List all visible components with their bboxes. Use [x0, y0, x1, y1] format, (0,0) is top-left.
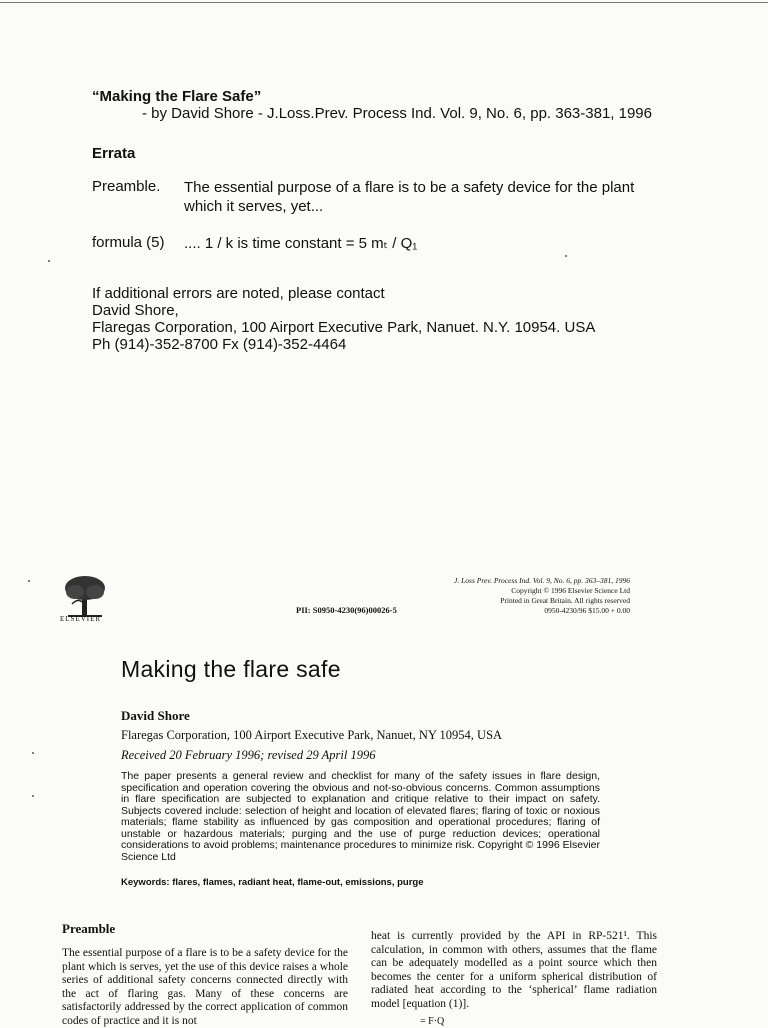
pii-code: PII: S0950-4230(96)00026-5	[296, 605, 397, 615]
price-line: 0950-4230/96 $15.00 + 0.00	[544, 606, 630, 615]
section-heading-preamble: Preamble	[62, 921, 116, 936]
body-column-left: The essential purpose of a flare is to be a safety device for the plant which is serves, yet the use of this device raises a whole series of additional safety concerns connected directly with the act of flaring gas. Many of these concerns are satisfactorily addressed by the correct application of common codes of practice and it is not	[62, 947, 348, 1027]
contact-line: David Shore,	[92, 302, 179, 319]
scan-speck	[28, 580, 30, 582]
errata-contact	[92, 285, 595, 353]
author-affiliation: Flaregas Corporation, 100 Airport Executive Park, Nanuet, NY 10954, USA	[121, 728, 503, 742]
contact-line: Flaregas Corporation, 100 Airport Executive Park, Nanuet. N.Y. 10954. USA	[92, 319, 596, 336]
body-column-right: heat is currently provided by the API in RP-521¹. This calculation, in common with others, assumes that the flame can be adequately modelled as a point source which then becomes the center for a uniform spherical distribution of radiated heat according to the ‘spherical’ flame radiation model [equation (1)].	[371, 930, 657, 1010]
contact-line: Ph (914)-352-8700 Fx (914)-352-4464	[92, 336, 347, 353]
scan-speck	[32, 752, 34, 754]
errata-byline: - by David Shore - J.Loss.Prev. Process Ind. Vol. 9, No. 6, pp. 363-381, 1996	[142, 105, 652, 122]
abstract: The paper presents a general review and checklist for many of the safety issues in flare design, specification and operation covering the obvious and not-so-obvious concerns. Common assumptions in flare specification are subjected to explanation and critique relative to their impact on safety. Subjects covered include: selection of height and location of elevated flares; flaring of toxic or noxious materials; flame stability as influenced by gas composition and operational procedures; flaring of unstable or hazardous materials; purging and the use of purge reduction devices; operational considerations to avoid problems; maintenance procedures to minimize risk. Copyright © 1996 Elsevier Science Ltd	[121, 770, 600, 863]
article-title: Making the flare safe	[121, 656, 341, 682]
errata-formula-text: .... 1 / k is time constant = 5 mₜ / Q₁	[184, 235, 418, 252]
errata-formula-label: formula (5)	[92, 234, 165, 251]
elsevier-wordmark: ELSEVIER	[60, 615, 102, 623]
received-dates: Received 20 February 1996; revised 29 April 1996	[121, 748, 376, 762]
copyright-line: Copyright © 1996 Elsevier Science Ltd	[511, 586, 630, 595]
contact-line: If additional errors are noted, please contact	[92, 285, 385, 302]
scan-speck	[565, 255, 567, 257]
errata-preamble-label: Preamble.	[92, 178, 161, 195]
equation-fragment: = F·Q	[420, 1016, 445, 1027]
scan-speck	[48, 260, 50, 262]
errata-preamble-text	[184, 178, 654, 216]
errata-preamble-line-1: The essential purpose of a flare is to be a safety device for the plant	[184, 179, 635, 196]
scan-speck	[32, 795, 34, 797]
rights-line: Printed in Great Britain. All rights reserved	[500, 596, 630, 605]
journal-citation: J. Loss Prev. Process Ind. Vol. 9, No. 6, pp. 363–381, 1996	[454, 576, 630, 585]
errata-heading: Errata	[92, 145, 136, 162]
errata-title: “Making the Flare Safe”	[92, 88, 262, 105]
author-name: David Shore	[121, 708, 190, 723]
scan-top-edge	[0, 2, 768, 3]
errata-preamble-line-2: which it serves, yet...	[184, 198, 324, 215]
journal-reference	[370, 576, 630, 616]
keywords: Keywords: flares, flames, radiant heat, flame-out, emissions, purge	[121, 877, 424, 888]
